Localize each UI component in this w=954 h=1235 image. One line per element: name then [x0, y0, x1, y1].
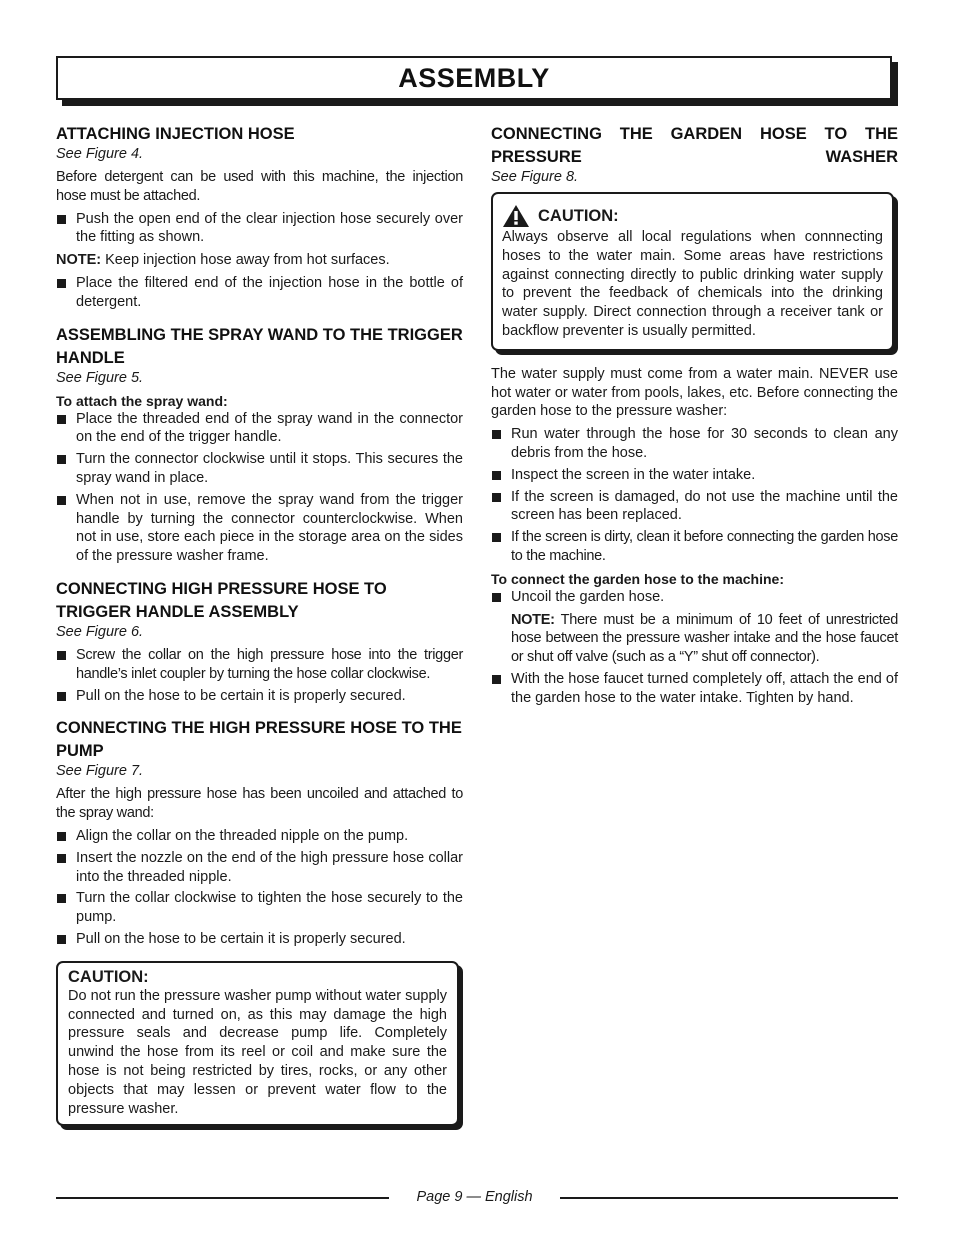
list-item — [491, 528, 898, 566]
list-item — [56, 687, 463, 706]
list-item-text: Place the threaded end of the spray wand in the connector on the end of the trigger handle. — [76, 410, 463, 446]
footer-rule-right — [560, 1197, 898, 1199]
section-hose-to-trigger — [56, 578, 463, 705]
note-label: NOTE: — [511, 611, 555, 628]
bullet-list — [491, 425, 898, 566]
caution-box — [491, 192, 894, 351]
right-column — [491, 123, 898, 712]
list-item — [56, 930, 463, 949]
list-item — [491, 425, 898, 463]
list-item-text: Uncoil the garden hose. — [511, 588, 665, 605]
section-heading: ATTACHING INJECTION HOSE — [56, 125, 295, 143]
square-bullet-icon — [57, 651, 66, 660]
caution-title: CAUTION: — [538, 207, 619, 225]
list-item-text: Screw the collar on the high pressure hose into the trigger handle’s inlet coupler by turning the hose collar clockwise. — [76, 646, 463, 682]
square-bullet-icon — [492, 675, 501, 684]
square-bullet-icon — [57, 894, 66, 903]
bullet-list — [56, 646, 463, 705]
section-heading: CONNECTING THE GARDEN HOSE TO THE PRESSURE WASHER — [491, 125, 898, 166]
list-item — [56, 827, 463, 846]
page-footer — [56, 1187, 898, 1207]
page-number: Page 9 — English — [416, 1189, 533, 1205]
caution-header — [502, 204, 883, 228]
note-text: Keep injection hose away from hot surfaces. — [101, 252, 390, 269]
list-item — [56, 889, 463, 927]
note — [491, 611, 898, 667]
list-item-text: Run water through the hose for 30 seconds to clean any debris from the hose. — [511, 426, 898, 461]
bullet-list — [491, 670, 898, 708]
figure-reference: See Figure 4. — [56, 146, 144, 162]
square-bullet-icon — [57, 935, 66, 944]
figure-reference: See Figure 8. — [491, 169, 579, 185]
square-bullet-icon — [57, 215, 66, 224]
bullet-list — [56, 210, 463, 248]
subheading: To connect the garden hose to the machine: — [491, 570, 784, 587]
square-bullet-icon — [492, 593, 501, 602]
list-item — [56, 274, 463, 312]
figure-reference: See Figure 7. — [56, 763, 144, 780]
list-item — [491, 466, 898, 485]
paragraph: The water supply must come from a water main. NEVER use hot water or water from pools, lakes, etc. Before connecting the garden hose to the pressure washer: — [491, 365, 898, 420]
square-bullet-icon — [57, 692, 66, 701]
note-label: NOTE: — [56, 252, 102, 269]
square-bullet-icon — [492, 533, 501, 542]
list-item — [56, 410, 463, 448]
footer-rule-left — [56, 1197, 389, 1199]
square-bullet-icon — [57, 415, 66, 424]
caution-title: CAUTION: — [68, 967, 149, 986]
left-column — [56, 123, 463, 1126]
bullet-list — [56, 410, 463, 566]
list-item-text: Place the filtered end of the injection hose in the bottle of detergent. — [76, 274, 463, 310]
list-item-text: Insert the nozzle on the end of the high pressure hose collar into the threaded nipple. — [76, 849, 463, 885]
warning-triangle-icon — [502, 204, 530, 228]
list-item-text: With the hose faucet turned completely off, attach the end of the garden hose to the water intake. Tighten by hand. — [511, 670, 898, 706]
list-item — [491, 588, 898, 607]
section-heading: CONNECTING HIGH PRESSURE HOSE TO TRIGGER HANDLE ASSEMBLY — [56, 579, 387, 621]
bullet-list — [56, 827, 463, 949]
page-title: ASSEMBLY — [398, 62, 550, 93]
section-heading: ASSEMBLING THE SPRAY WAND TO THE TRIGGER HANDLE — [56, 325, 463, 367]
list-item — [491, 670, 898, 708]
caution-text: Always observe all local regulations when connnecting hoses to the water main. Some areas have restrictions against connecting directly to public drinking water supply to prevent the feedback of chemicals into the drinking water supply. Direct connection through a receiver tank or backflow preventer is usually permitted. — [502, 229, 883, 339]
note-text: There must be a minimum of 10 feet of unrestricted hose between the pressure washer intake and the hose faucet or shut off valve (such as a “Y” shut off connector). — [511, 611, 898, 666]
square-bullet-icon — [492, 471, 501, 480]
paragraph: Before detergent can be used with this machine, the injection hose must be attached. — [56, 169, 463, 204]
caution-text: Do not run the pressure washer pump without water supply connected and turned on, as this may damage the high pressure seals and decrease pump life. Completely unwind the hose from its reel or coil and make sure the hose is not being restricted by tires, rocks, or any other objects that may lessen or prevent water flow to the pressure washer. — [68, 987, 447, 1117]
bullet-list — [491, 588, 898, 607]
figure-reference: See Figure 5. — [56, 369, 144, 386]
figure-reference: See Figure 6. — [56, 623, 144, 640]
list-item-text: When not in use, remove the spray wand from the trigger handle by turning the connector counterclockwise. When not in use, store each piece in the storage area on the sides of the pressure washer frame. — [76, 491, 463, 565]
square-bullet-icon — [492, 493, 501, 502]
section-banner — [56, 56, 898, 106]
list-item-text: Turn the connector clockwise until it stops. This secures the spray wand in place. — [76, 451, 463, 486]
section-heading: CONNECTING THE HIGH PRESSURE HOSE TO THE PUMP — [56, 719, 462, 761]
list-item-text: Turn the collar clockwise to tighten the hose securely to the pump. — [76, 890, 463, 926]
square-bullet-icon — [57, 854, 66, 863]
list-item-text: If the screen is damaged, do not use the machine until the screen has been replaced. — [511, 488, 898, 524]
caution-box — [56, 961, 459, 1127]
square-bullet-icon — [57, 279, 66, 288]
square-bullet-icon — [57, 832, 66, 841]
list-item-text: Pull on the hose to be certain it is properly secured. — [76, 930, 406, 947]
bullet-list — [56, 274, 463, 312]
note — [56, 251, 463, 270]
list-item-text: Pull on the hose to be certain it is properly secured. — [76, 687, 406, 704]
list-item — [56, 210, 463, 248]
list-item — [491, 488, 898, 526]
section-spray-wand — [56, 324, 463, 566]
list-item-text: Push the open end of the clear injection hose securely over the fitting as shown. — [76, 210, 463, 246]
section-hose-to-pump — [56, 717, 463, 948]
subheading: To attach the spray wand: — [56, 392, 228, 409]
banner-box — [56, 56, 892, 100]
section-injection-hose — [56, 123, 463, 312]
list-item — [56, 849, 463, 887]
square-bullet-icon — [57, 455, 66, 464]
square-bullet-icon — [492, 430, 501, 439]
paragraph: After the high pressure hose has been uncoiled and attached to the spray wand: — [56, 786, 463, 822]
list-item-text: Inspect the screen in the water intake. — [511, 466, 756, 483]
list-item-text: Align the collar on the threaded nipple on the pump. — [76, 827, 409, 844]
list-item — [56, 450, 463, 488]
square-bullet-icon — [57, 496, 66, 505]
list-item — [56, 491, 463, 566]
list-item — [56, 646, 463, 684]
list-item-text: If the screen is dirty, clean it before connecting the garden hose to the machine. — [511, 529, 898, 564]
